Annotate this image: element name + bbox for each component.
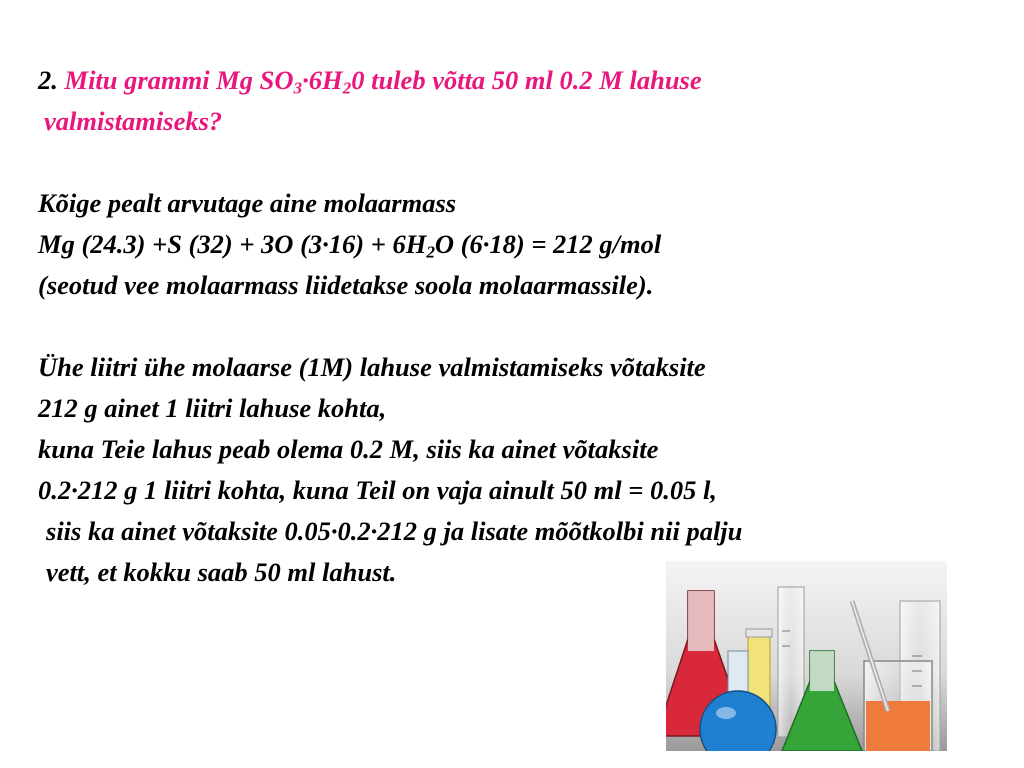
molar-line-2 (38, 224, 661, 265)
question-line-2: valmistamiseks? (44, 106, 223, 136)
question-text-a: Mitu grammi Mg SO (64, 65, 294, 95)
question-number: 2. (38, 65, 58, 95)
question-sub-b: 2 (342, 78, 352, 98)
explanation-line-1: Ühe liitri ühe molaarse (1M) lahuse valmistamiseks võtaksite (38, 352, 706, 382)
question-text (64, 65, 702, 98)
question-text-b: ·6H (302, 65, 343, 95)
explanation-line-5: siis ka ainet võtaksite 0.05·0.2·212 g ja lisate mõõtkolbi nii palju (46, 516, 743, 546)
molar-line-2-a: Mg (24.3) +S (32) + 3O (3·16) + 6H (38, 229, 427, 259)
explanation-line-6: vett, et kokku saab 50 ml lahust. (46, 557, 397, 587)
question-line-1 (38, 60, 702, 101)
question-sub-a: 3 (293, 78, 303, 98)
molar-line-1: Kõige pealt arvutage aine molaarmass (38, 188, 457, 218)
explanation-line-4: 0.2·212 g 1 liitri kohta, kuna Teil on vaja ainult 50 ml = 0.05 l, (38, 475, 717, 505)
question-text-c: 0 tuleb võtta 50 ml 0.2 M lahuse (351, 65, 702, 95)
molar-line-2-sub: 2 (426, 242, 435, 262)
explanation-line-2: 212 g ainet 1 liitri lahuse kohta, (38, 393, 387, 423)
molar-line-2-b: O (6·18) = 212 g/mol (434, 229, 662, 259)
explanation-line-3: kuna Teie lahus peab olema 0.2 M, siis ka ainet võtaksite (38, 434, 659, 464)
lab-glassware-photo (666, 561, 947, 751)
molar-line-3: (seotud vee molaarmass liidetakse soola molaarmassile). (38, 270, 654, 300)
